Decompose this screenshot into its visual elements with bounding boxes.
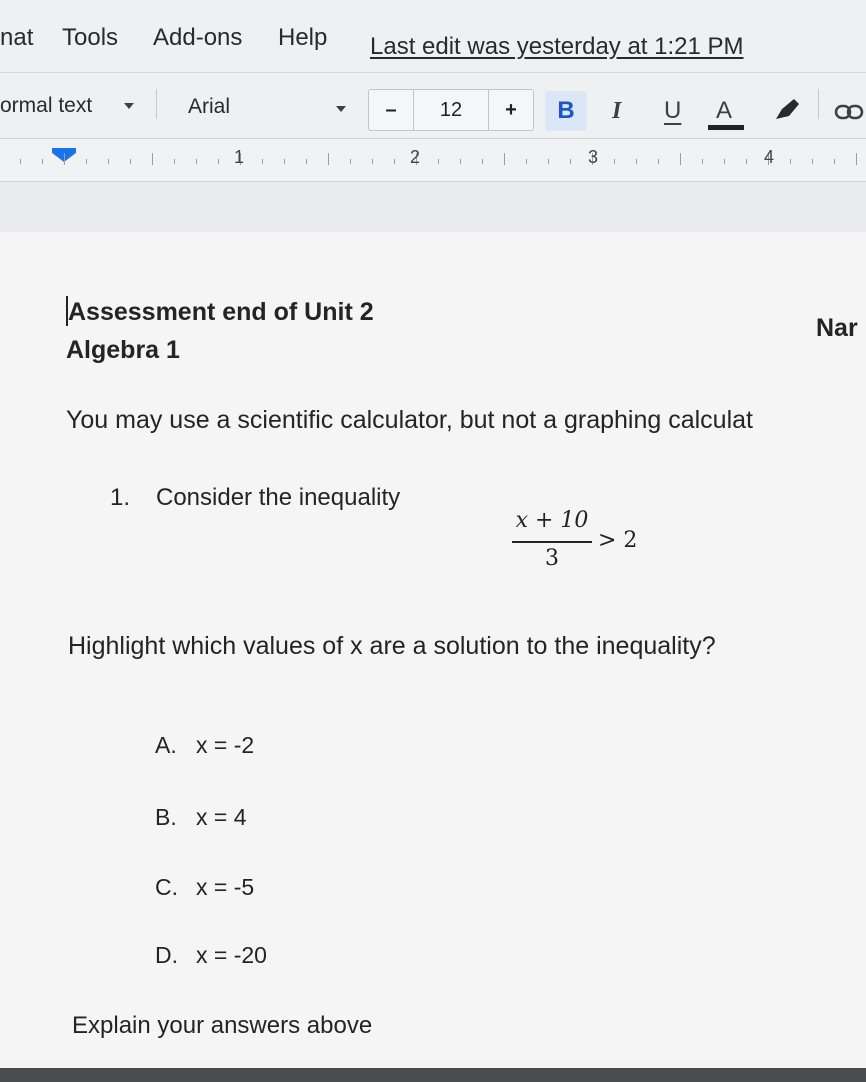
toolbar-divider bbox=[818, 89, 819, 119]
choice-value: x = -2 bbox=[196, 732, 255, 758]
ruler-tick bbox=[526, 159, 527, 164]
last-edit-link[interactable]: Last edit was yesterday at 1:21 PM bbox=[370, 33, 744, 60]
choice-letter: D. bbox=[155, 942, 178, 968]
ruler-tick bbox=[20, 159, 21, 164]
chevron-down-icon bbox=[124, 103, 134, 109]
choice-letter: B. bbox=[155, 804, 177, 830]
highlight-pen-icon[interactable] bbox=[772, 97, 802, 123]
ruler-tick bbox=[328, 153, 329, 165]
choice-value: x = -5 bbox=[196, 874, 255, 900]
ruler-tick bbox=[372, 159, 373, 164]
ruler-tick bbox=[658, 159, 659, 164]
menu-format[interactable]: nat bbox=[0, 24, 34, 51]
document-title: Assessment end of Unit 2 bbox=[68, 298, 374, 326]
ruler-tick bbox=[460, 159, 461, 164]
ruler-tick bbox=[152, 153, 153, 165]
question-prompt: Highlight which values of x are a solution to the inequality? bbox=[68, 632, 716, 660]
question-number: 1. bbox=[110, 484, 131, 511]
ruler-tick bbox=[812, 159, 813, 164]
ruler-tick bbox=[790, 159, 791, 164]
fraction-numerator: x + 10 bbox=[515, 508, 589, 533]
ruler-tick bbox=[746, 159, 747, 164]
ruler-number: 4 bbox=[764, 147, 775, 167]
italic-button[interactable]: I bbox=[612, 98, 622, 124]
fraction-bar bbox=[512, 541, 592, 543]
ruler-tick bbox=[284, 159, 285, 164]
ruler-tick bbox=[196, 159, 197, 164]
ruler bbox=[0, 138, 866, 182]
ruler-tick bbox=[130, 159, 131, 164]
ruler-number: 3 bbox=[588, 147, 599, 167]
ruler-tick bbox=[548, 159, 549, 164]
ruler-tick bbox=[856, 153, 857, 165]
ruler-tick bbox=[680, 153, 681, 165]
fraction-denominator: 3 bbox=[545, 546, 559, 571]
ruler-tick bbox=[394, 159, 395, 164]
menu-add-ons[interactable]: Add-ons bbox=[153, 24, 243, 51]
ruler-tick bbox=[724, 159, 725, 164]
ruler-tick bbox=[262, 159, 263, 164]
text-color-swatch bbox=[708, 125, 744, 130]
font-size-input[interactable]: 12 bbox=[439, 99, 463, 121]
menu-tools[interactable]: Tools bbox=[62, 24, 119, 51]
screen-bezel bbox=[0, 1068, 866, 1082]
ruler-tick bbox=[64, 153, 65, 165]
ruler-tick bbox=[108, 159, 109, 164]
menu-bar bbox=[0, 0, 866, 72]
chevron-down-icon bbox=[336, 106, 346, 112]
font-size-decrease-button[interactable]: – bbox=[385, 99, 397, 121]
question-text: Consider the inequality bbox=[156, 484, 401, 511]
menu-help[interactable]: Help bbox=[278, 24, 328, 51]
ruler-tick bbox=[306, 159, 307, 164]
ruler-tick bbox=[438, 159, 439, 164]
toolbar bbox=[0, 72, 866, 139]
paragraph-style-value: ormal text bbox=[0, 94, 93, 117]
ruler-tick bbox=[482, 159, 483, 164]
font-size-increase-button[interactable]: + bbox=[505, 99, 517, 121]
font-size-control bbox=[368, 89, 534, 131]
explain-prompt: Explain your answers above bbox=[72, 1012, 373, 1039]
text-color-label: A bbox=[716, 97, 733, 124]
ruler-number: 2 bbox=[410, 147, 421, 167]
font-family-value: Arial bbox=[188, 95, 231, 118]
document-subtitle: Algebra 1 bbox=[66, 336, 180, 364]
ruler-tick bbox=[350, 159, 351, 164]
ruler-tick bbox=[614, 159, 615, 164]
choice-letter: C. bbox=[155, 874, 178, 900]
choice-letter: A. bbox=[155, 732, 177, 758]
choice-value: x = -20 bbox=[196, 942, 267, 968]
ruler-tick bbox=[702, 159, 703, 164]
ruler-tick bbox=[174, 159, 175, 164]
instructions-text: You may use a scientific calculator, but not a graphing calculat bbox=[66, 406, 753, 434]
ruler-tick bbox=[636, 159, 637, 164]
ruler-tick bbox=[86, 159, 87, 164]
name-label: Nar bbox=[816, 314, 858, 342]
ruler-tick bbox=[504, 153, 505, 165]
ruler-tick bbox=[834, 159, 835, 164]
link-icon[interactable] bbox=[834, 103, 866, 121]
bold-button[interactable]: B bbox=[545, 91, 587, 131]
ruler-tick bbox=[218, 159, 219, 164]
choice-value: x = 4 bbox=[196, 804, 247, 830]
inequality-relation: > 2 bbox=[598, 528, 638, 553]
ruler-number: 1 bbox=[234, 147, 245, 167]
ruler-tick bbox=[42, 159, 43, 164]
toolbar-divider bbox=[156, 89, 157, 119]
ruler-tick bbox=[570, 159, 571, 164]
underline-button[interactable]: U bbox=[664, 97, 682, 124]
